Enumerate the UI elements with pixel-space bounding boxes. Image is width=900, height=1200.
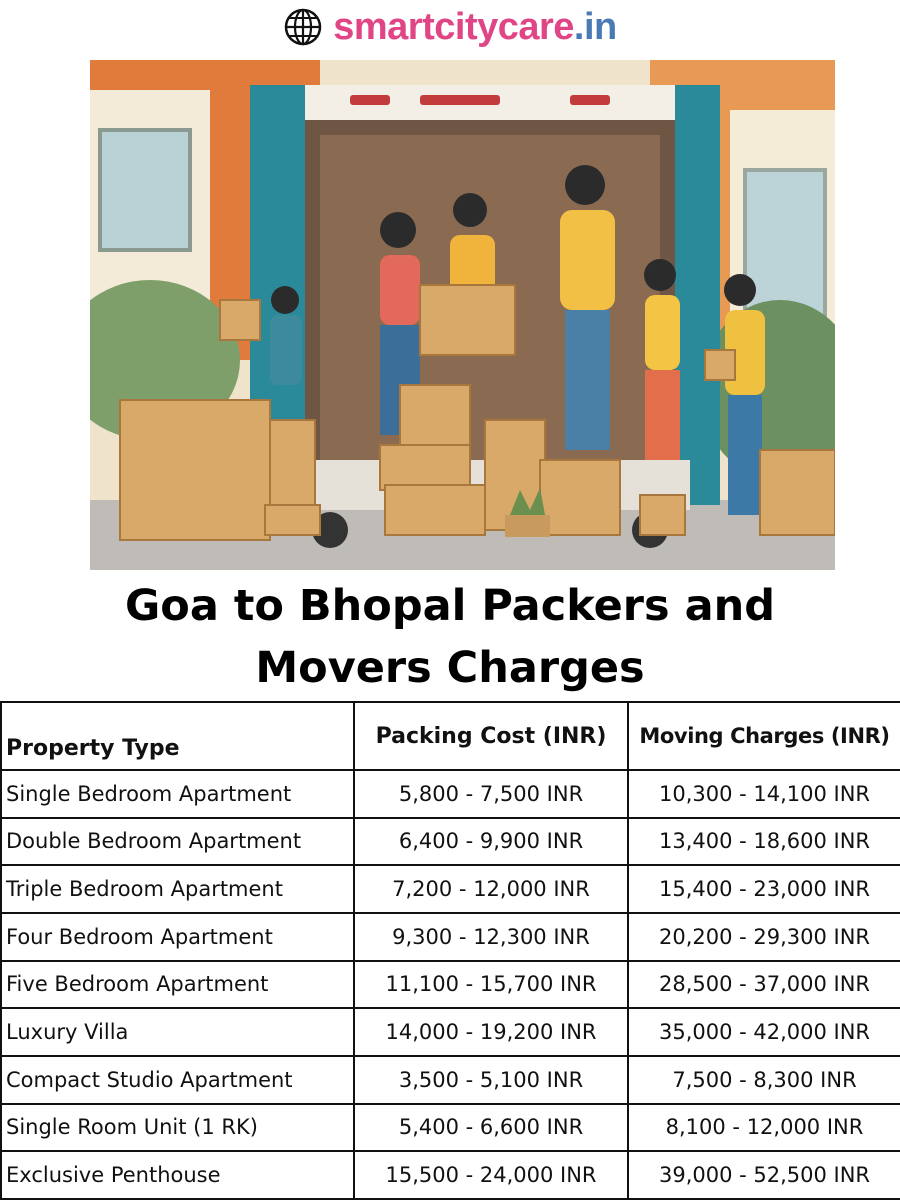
cell-property-type: Four Bedroom Apartment	[1, 913, 354, 961]
cell-property-type: Compact Studio Apartment	[1, 1056, 354, 1104]
cell-moving-charges: 35,000 - 42,000 INR	[628, 1008, 900, 1056]
cell-property-type: Exclusive Penthouse	[1, 1151, 354, 1199]
cell-property-type: Triple Bedroom Apartment	[1, 865, 354, 913]
cell-property-type: Double Bedroom Apartment	[1, 818, 354, 866]
brand-name: smartcitycare	[333, 5, 574, 48]
cell-moving-charges: 13,400 - 18,600 INR	[628, 818, 900, 866]
cell-packing-cost: 9,300 - 12,300 INR	[354, 913, 628, 961]
cell-packing-cost: 11,100 - 15,700 INR	[354, 961, 628, 1009]
table-header-row	[1, 702, 900, 770]
cell-packing-cost: 5,400 - 6,600 INR	[354, 1104, 628, 1152]
cell-packing-cost: 15,500 - 24,000 INR	[354, 1151, 628, 1199]
cell-moving-charges: 28,500 - 37,000 INR	[628, 961, 900, 1009]
cell-moving-charges: 10,300 - 14,100 INR	[628, 770, 900, 818]
table-row	[1, 1056, 900, 1104]
cell-packing-cost: 7,200 - 12,000 INR	[354, 865, 628, 913]
header-moving-charges: Moving Charges (INR)	[628, 702, 900, 770]
page-title-line2: Movers Charges	[255, 643, 645, 693]
globe-icon	[283, 7, 323, 47]
cell-moving-charges: 20,200 - 29,300 INR	[628, 913, 900, 961]
table-row	[1, 1104, 900, 1152]
cell-moving-charges: 39,000 - 52,500 INR	[628, 1151, 900, 1199]
cell-moving-charges: 8,100 - 12,000 INR	[628, 1104, 900, 1152]
cell-moving-charges: 15,400 - 23,000 INR	[628, 865, 900, 913]
cell-packing-cost: 14,000 - 19,200 INR	[354, 1008, 628, 1056]
cell-property-type: Luxury Villa	[1, 1008, 354, 1056]
hero-illustration	[90, 60, 835, 570]
page-title	[0, 575, 900, 699]
table-row	[1, 818, 900, 866]
moving-truck-illustration	[90, 60, 835, 570]
brand-logo[interactable]	[333, 6, 617, 49]
table-row	[1, 1008, 900, 1056]
brand-tld: .in	[573, 5, 617, 48]
table-row	[1, 913, 900, 961]
cell-packing-cost: 5,800 - 7,500 INR	[354, 770, 628, 818]
table-row	[1, 1151, 900, 1199]
charges-table	[0, 701, 900, 1200]
header-property-type: Property Type	[1, 702, 354, 770]
table-row	[1, 865, 900, 913]
cell-property-type: Single Bedroom Apartment	[1, 770, 354, 818]
cell-property-type: Single Room Unit (1 RK)	[1, 1104, 354, 1152]
cell-packing-cost: 3,500 - 5,100 INR	[354, 1056, 628, 1104]
page-title-line1: Goa to Bhopal Packers and	[125, 581, 775, 631]
header-packing-cost: Packing Cost (INR)	[354, 702, 628, 770]
site-header	[0, 0, 900, 54]
cell-property-type: Five Bedroom Apartment	[1, 961, 354, 1009]
table-row	[1, 770, 900, 818]
table-row	[1, 961, 900, 1009]
cell-moving-charges: 7,500 - 8,300 INR	[628, 1056, 900, 1104]
cell-packing-cost: 6,400 - 9,900 INR	[354, 818, 628, 866]
